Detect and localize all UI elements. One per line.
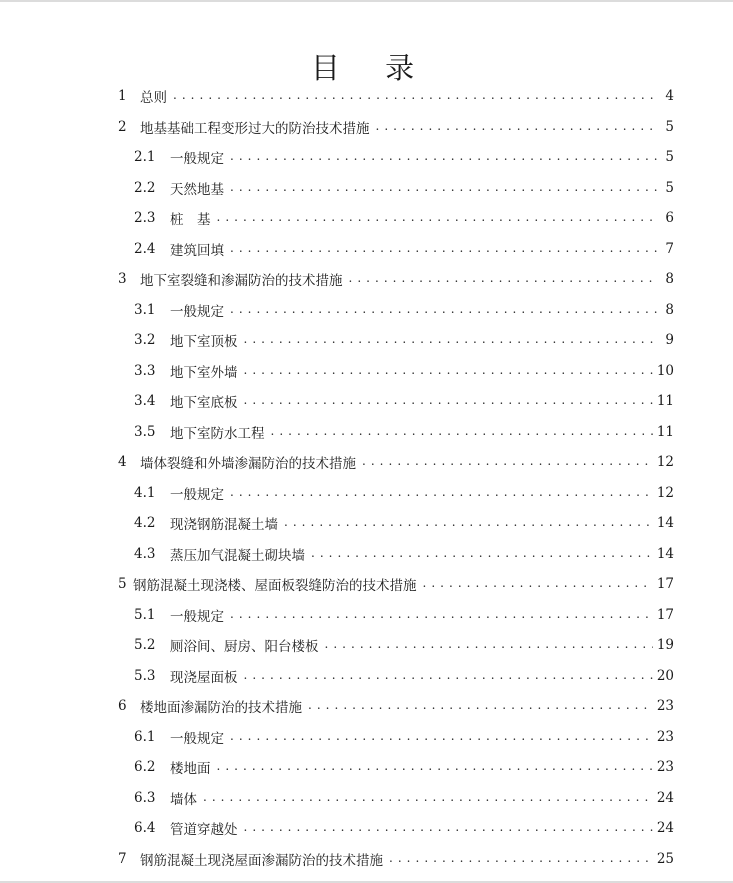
toc-dot-leader	[242, 813, 653, 843]
toc-entry-label: 天然地基	[170, 181, 224, 198]
toc-dot-leader	[228, 173, 658, 203]
toc-entry-number: 2.1	[134, 149, 156, 165]
page-title: 目 录	[310, 51, 433, 85]
toc-section-entry[interactable]	[134, 661, 674, 691]
toc-entry-number: 3	[118, 271, 127, 287]
toc-section-entry[interactable]	[134, 295, 674, 325]
toc-section-entry[interactable]	[134, 203, 674, 233]
toc-entry-label: 建筑回填	[170, 242, 224, 259]
toc-section-entry[interactable]	[134, 813, 674, 843]
toc-entry-page-number: 17	[656, 606, 674, 623]
toc-entry-number: 4.2	[134, 515, 156, 531]
toc-dot-leader	[309, 539, 653, 569]
toc-entry-label: 一般规定	[170, 303, 224, 320]
toc-entry-page-number: 24	[656, 820, 674, 836]
toc-dot-leader	[360, 447, 653, 477]
toc-dot-leader	[306, 691, 653, 721]
toc-entry-label: 地基基础工程变形过大的防治技术措施	[140, 120, 370, 137]
toc-entry-page-number: 6	[665, 210, 674, 226]
toc-entry-page-number: 23	[656, 728, 674, 745]
toc-section-entry[interactable]	[134, 478, 674, 508]
toc-dot-leader	[282, 508, 653, 538]
toc-entry-label: 管道穿越处	[170, 822, 238, 838]
toc-chapter-entry[interactable]	[118, 264, 674, 294]
toc-section-entry[interactable]	[134, 356, 674, 386]
toc-entry-page-number: 23	[656, 698, 674, 714]
toc-entry-label: 地下室底板	[170, 395, 238, 411]
toc-chapter-entry[interactable]	[118, 691, 674, 721]
toc-dot-leader	[228, 295, 658, 325]
toc-entry-page-number: 5	[665, 118, 674, 135]
toc-dot-leader	[374, 112, 659, 142]
toc-dot-leader	[228, 722, 653, 752]
toc-entry-label: 现浇钢筋混凝土墙	[170, 517, 278, 533]
toc-dot-leader	[347, 264, 659, 294]
toc-entry-number: 1	[118, 88, 127, 104]
toc-entry-label: 厕浴间、厨房、阳台楼板	[170, 639, 319, 655]
toc-entry-number: 2.4	[134, 240, 156, 257]
toc-dot-leader	[215, 203, 659, 233]
toc-section-entry[interactable]	[134, 600, 674, 630]
toc-entry-number: 3.4	[134, 393, 156, 409]
toc-dot-leader	[228, 478, 653, 508]
toc-entry-number: 3.3	[134, 362, 156, 379]
toc-dot-leader	[171, 81, 658, 111]
toc-entry-label: 现浇屋面板	[170, 669, 238, 686]
toc-entry-number: 6	[118, 698, 127, 714]
toc-entry-number: 5	[118, 576, 127, 592]
toc-entry-label: 蒸压加气混凝土砌块墙	[170, 547, 305, 564]
toc-section-entry[interactable]	[134, 173, 674, 203]
toc-entry-page-number: 14	[656, 545, 674, 562]
toc-dot-leader	[323, 630, 653, 660]
toc-dot-leader	[228, 234, 658, 264]
toc-section-entry[interactable]	[134, 783, 674, 813]
toc-entry-number: 5.3	[134, 667, 156, 684]
toc-entry-page-number: 8	[665, 301, 674, 318]
toc-section-entry[interactable]	[134, 386, 674, 416]
page-top-edge	[0, 0, 733, 2]
toc-entry-number: 6.2	[134, 759, 156, 775]
toc-entry-label: 地下室裂缝和渗漏防治的技术措施	[140, 273, 343, 289]
toc-entry-page-number: 4	[665, 88, 674, 104]
toc-section-entry[interactable]	[134, 325, 674, 355]
toc-entry-page-number: 12	[656, 484, 674, 501]
toc-entry-label: 一般规定	[170, 608, 224, 625]
toc-section-entry[interactable]	[134, 508, 674, 538]
toc-entry-label: 墙体	[170, 791, 197, 808]
toc-dot-leader	[215, 752, 653, 782]
toc-entry-label: 地下室顶板	[170, 334, 238, 350]
toc-entry-page-number: 14	[656, 515, 674, 531]
toc-chapter-entry[interactable]	[118, 81, 674, 111]
toc-entry-label: 钢筋混凝土现浇屋面渗漏防治的技术措施	[140, 852, 383, 869]
toc-dot-leader	[242, 325, 659, 355]
toc-entry-number: 4.1	[134, 484, 156, 501]
toc-dot-leader	[228, 142, 658, 172]
toc-entry-number: 5.1	[134, 606, 156, 623]
toc-entry-number: 6.1	[134, 728, 156, 745]
toc-section-entry[interactable]	[134, 539, 674, 569]
toc-section-entry[interactable]	[134, 142, 674, 172]
toc-dot-leader	[242, 661, 653, 691]
toc-dot-leader	[242, 386, 653, 416]
toc-entry-page-number: 25	[656, 850, 674, 867]
toc-entry-number: 3.1	[134, 301, 156, 318]
toc-entry-number: 4	[118, 454, 127, 470]
toc-entry-page-number: 5	[665, 149, 674, 165]
toc-section-entry[interactable]	[134, 752, 674, 782]
toc-entry-label: 楼地面	[170, 761, 211, 777]
toc-entry-page-number: 19	[656, 637, 674, 653]
toc-entry-number: 5.2	[134, 637, 156, 653]
toc-entry-number: 6.4	[134, 820, 156, 836]
toc-entry-number: 6.3	[134, 789, 156, 806]
toc-chapter-entry[interactable]	[118, 569, 674, 599]
toc-dot-leader	[242, 356, 653, 386]
toc-entry-number: 3.2	[134, 332, 156, 348]
toc-section-entry[interactable]	[134, 234, 674, 264]
toc-entry-label: 一般规定	[170, 486, 224, 503]
toc-dot-leader	[387, 844, 653, 874]
toc-entry-number: 2.3	[134, 210, 156, 226]
toc-entry-label: 地下室防水工程	[170, 425, 265, 442]
toc-entry-label: 钢筋混凝土现浇楼、屋面板裂缝防治的技术措施	[133, 578, 417, 594]
toc-entry-label: 总则	[140, 90, 167, 106]
toc-entry-page-number: 17	[656, 576, 674, 592]
toc-section-entry[interactable]	[134, 722, 674, 752]
toc-entry-number: 3.5	[134, 423, 156, 440]
toc-entry-label: 墙体裂缝和外墙渗漏防治的技术措施	[140, 456, 356, 472]
toc-entry-page-number: 12	[656, 454, 674, 470]
toc-entry-page-number: 20	[656, 667, 674, 684]
toc-entry-page-number: 7	[665, 240, 674, 257]
toc-entry-number: 2.2	[134, 179, 156, 196]
toc-dot-leader	[201, 783, 653, 813]
toc-section-entry[interactable]	[134, 630, 674, 660]
toc-entry-number: 2	[118, 118, 127, 135]
toc-chapter-entry[interactable]	[118, 447, 674, 477]
toc-entry-number: 4.3	[134, 545, 156, 562]
toc-entry-page-number: 23	[656, 759, 674, 775]
toc-chapter-entry[interactable]	[118, 112, 674, 142]
toc-section-entry[interactable]	[134, 417, 674, 447]
toc-chapter-entry[interactable]	[118, 844, 674, 874]
toc-entry-number: 7	[118, 850, 127, 867]
toc-entry-label: 地下室外墙	[170, 364, 238, 381]
toc-entry-page-number: 9	[665, 332, 674, 348]
toc-entry-page-number: 11	[656, 423, 674, 440]
toc-dot-leader	[421, 569, 653, 599]
toc-entry-label: 桩 基	[170, 212, 211, 228]
toc-entry-label: 一般规定	[170, 730, 224, 747]
toc-entry-label: 楼地面渗漏防治的技术措施	[140, 700, 302, 716]
toc-entry-page-number: 24	[656, 789, 674, 806]
toc-entry-page-number: 5	[665, 179, 674, 196]
toc-entry-page-number: 11	[656, 393, 674, 409]
toc-entry-label: 一般规定	[170, 151, 224, 167]
toc-dot-leader	[269, 417, 653, 447]
toc-entry-page-number: 8	[665, 271, 674, 287]
toc-entry-page-number: 10	[656, 362, 674, 379]
toc-dot-leader	[228, 600, 653, 630]
